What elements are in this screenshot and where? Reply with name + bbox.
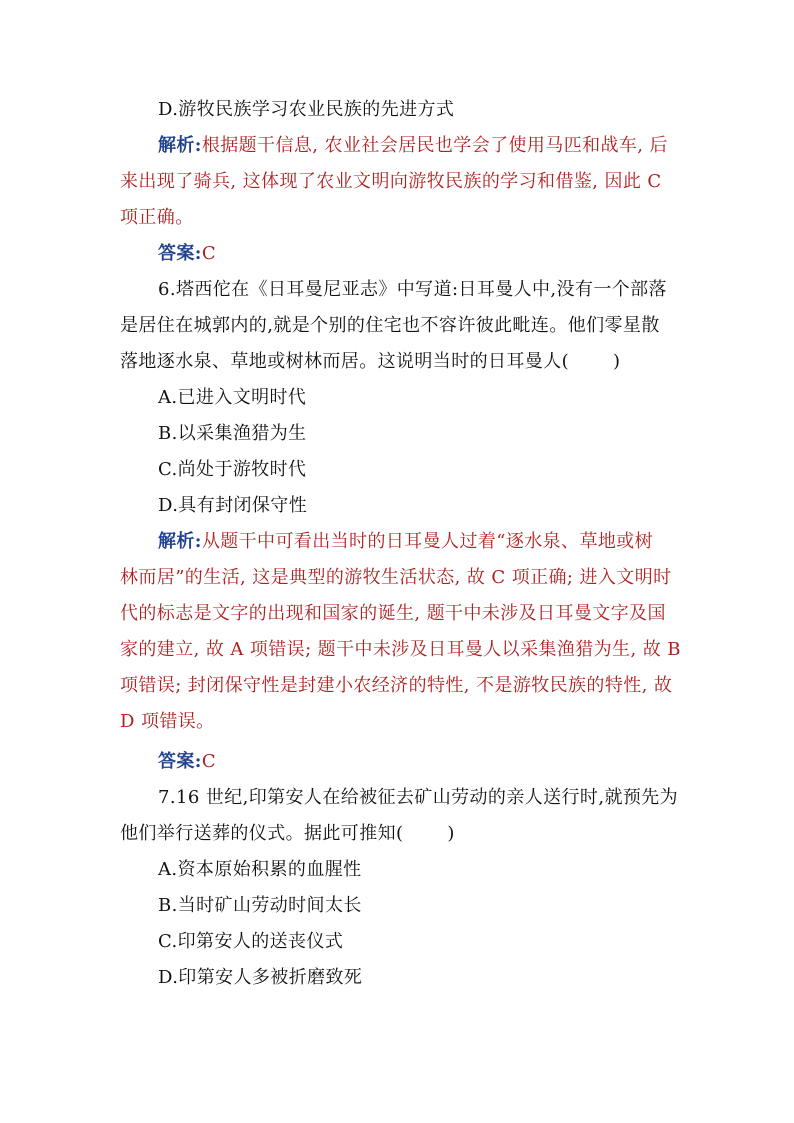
q5-answer-label: 答案: — [158, 243, 202, 264]
q5-analysis-line-1 — [158, 134, 718, 158]
q6-analysis-line-3: 代的标志是文字的出现和国家的诞生, 题干中未涉及日耳曼文字及国 — [120, 603, 666, 624]
q6-answer-label: 答案: — [158, 751, 202, 772]
q6-analysis-line-4: 家的建立, 故 A 项错误; 题干中未涉及日耳曼人以采集渔猎为生, 故 B — [120, 639, 681, 660]
q6-stem-line-3 — [120, 350, 680, 374]
q6-analysis-line-5: 项错误; 封闭保守性是封建小农经济的特性, 不是游牧民族的特性, 故 — [120, 675, 673, 696]
q6-stem-line-1: 6.塔西佗在《日耳曼尼亚志》中写道:日耳曼人中,没有一个部落 — [158, 279, 667, 300]
q6-option-d: D.具有封闭保守性 — [158, 495, 308, 516]
q5-analysis-text-1: 根据题干信息, 农业社会居民也学会了使用马匹和战车, 后 — [201, 135, 668, 156]
q5-answer-value: C — [201, 243, 217, 264]
q7-option-b: B.当时矿山劳动时间太长 — [158, 895, 362, 916]
q6-answer — [158, 750, 718, 774]
q6-stem-text-3: 落地逐水泉、草地或树林而居。这说明当时的日耳曼人( — [120, 351, 570, 372]
q5-option-d: D.游牧民族学习农业民族的先进方式 — [158, 99, 455, 120]
q7-stem-line-1: 7.16 世纪,印第安人在给被征去矿山劳动的亲人送行时,就预先为 — [158, 787, 679, 808]
q6-stem-line-2: 是居住在城郭内的,就是个别的住宅也不容许彼此毗连。他们零星散 — [120, 315, 660, 336]
q6-option-a: A.已进入文明时代 — [158, 387, 307, 408]
q5-analysis-line-2: 来出现了骑兵, 这体现了农业文明向游牧民族的学习和借鉴, 因此 C — [120, 171, 662, 192]
q6-option-c: C.尚处于游牧时代 — [158, 459, 307, 480]
q6-analysis-line-6: D 项错误。 — [120, 711, 215, 732]
q7-stem-text-2: 他们举行送葬的仪式。据此可推知( — [120, 823, 404, 844]
q6-analysis-line-1 — [158, 530, 718, 554]
q6-analysis-line-2: 林而居”的生活, 这是典型的游牧生活状态, 故 C 项正确; 进入文明时 — [120, 567, 672, 588]
q7-option-a: A.资本原始积累的血腥性 — [158, 859, 362, 880]
q7-option-c: C.印第安人的送丧仪式 — [158, 931, 344, 952]
q7-paren-close: ) — [447, 823, 455, 844]
q7-option-d: D.印第安人多被折磨致死 — [158, 967, 363, 988]
q7-stem-line-2 — [120, 822, 680, 846]
q6-analysis-label: 解析: — [158, 531, 202, 552]
q5-analysis-line-3: 项正确。 — [120, 207, 194, 228]
q6-paren-close: ) — [613, 351, 621, 372]
q5-answer — [158, 242, 718, 266]
q6-answer-value: C — [201, 751, 217, 772]
q6-analysis-text-1: 从题干中可看出当时的日耳曼人过着“逐水泉、草地或树 — [201, 531, 654, 552]
q5-analysis-label: 解析: — [158, 135, 202, 156]
q6-option-b: B.以采集渔猎为生 — [158, 423, 307, 444]
